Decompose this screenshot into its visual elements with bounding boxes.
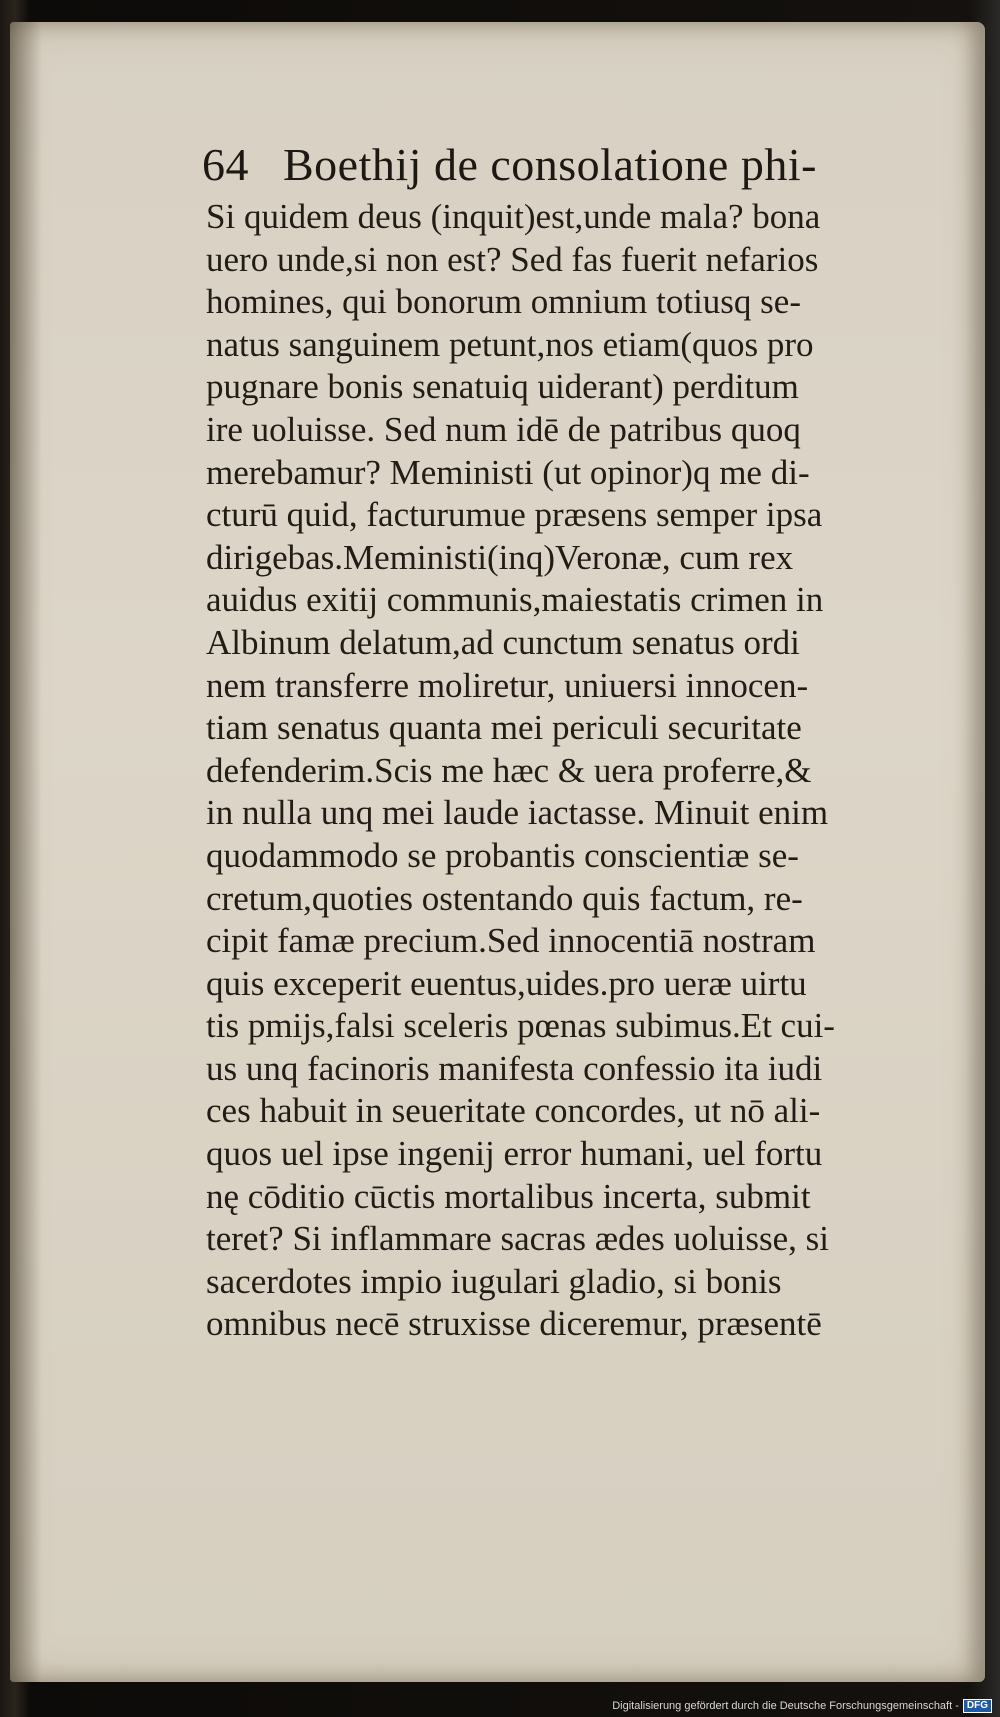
text-line: tiam senatus quanta mei periculi securitate <box>206 708 802 748</box>
text-line: quos uel ipse ingenij error humani, uel fortu <box>206 1134 823 1174</box>
text-line: Albinum delatum,ad cunctum senatus ordi <box>206 622 800 662</box>
text-line: nem transferre moliretur, uniuersi innocen- <box>206 665 809 705</box>
text-line: tis pmijs,falsi sceleris pœnas subimus.Et cui- <box>206 1006 835 1046</box>
text-line: quodammodo se probantis conscientiæ se- <box>206 835 799 875</box>
credit-text: Digitalisierung gefördert durch die Deutsche Forschungsgemeinschaft - <box>612 1700 959 1712</box>
body-text <box>206 196 946 1346</box>
text-line: pugnare bonis senatuiq uiderant) perditum <box>206 367 799 407</box>
text-line: sacerdotes impio iugulari gladio, si bonis <box>206 1261 782 1301</box>
text-line: cretum,quoties ostentando quis factum, re- <box>206 878 803 918</box>
text-line: auidus exitij communis,maiestatis crimen in <box>206 580 824 620</box>
text-line: ire uoluisse. Sed num idē de patribus quoq <box>206 409 801 449</box>
text-line: quis exceperit euentus,uides.pro ueræ uirtu <box>206 963 807 1003</box>
text-line: Si quidem deus (inquit)est,unde mala? bona <box>206 197 821 236</box>
digitization-credit <box>612 1699 992 1713</box>
text-line: omnibus necē struxisse diceremur, præsentē <box>206 1304 822 1344</box>
text-line: us unq facinoris manifesta confessio ita iudi <box>206 1048 823 1088</box>
text-line: uero unde,si non est? Sed fas fuerit nefarios <box>206 239 819 279</box>
text-line: in nulla unq mei laude iactasse. Minuit enim <box>206 793 829 833</box>
running-head-title: Boethij de consolatione phi- <box>283 139 817 190</box>
page-number: 64 <box>202 139 249 190</box>
dfg-logo: DFG <box>963 1699 992 1713</box>
text-line: homines, qui bonorum omnium totiusq se- <box>206 282 801 322</box>
text-line: ces habuit in seueritate concordes, ut nō ali- <box>206 1091 821 1131</box>
text-line: cipit famæ precium.Sed innocentiā nostram <box>206 921 816 961</box>
text-line: nę cōditio cūctis mortalibus incerta, submit <box>206 1176 811 1216</box>
text-line: teret? Si inflammare sacras ædes uoluisse, si <box>206 1219 830 1259</box>
text-line: dirigebas.Meministi(inq)Veronæ, cum rex <box>206 537 794 577</box>
text-line: defenderim.Scis me hæc & uera proferre,& <box>206 750 812 790</box>
text-line: cturū quid, facturumue præsens semper ipsa <box>206 495 823 535</box>
running-header <box>202 138 817 191</box>
text-line: merebamur? Meministi (ut opinor)q me di- <box>206 452 810 492</box>
text-line: natus sanguinem petunt,nos etiam(quos pro <box>206 324 814 364</box>
